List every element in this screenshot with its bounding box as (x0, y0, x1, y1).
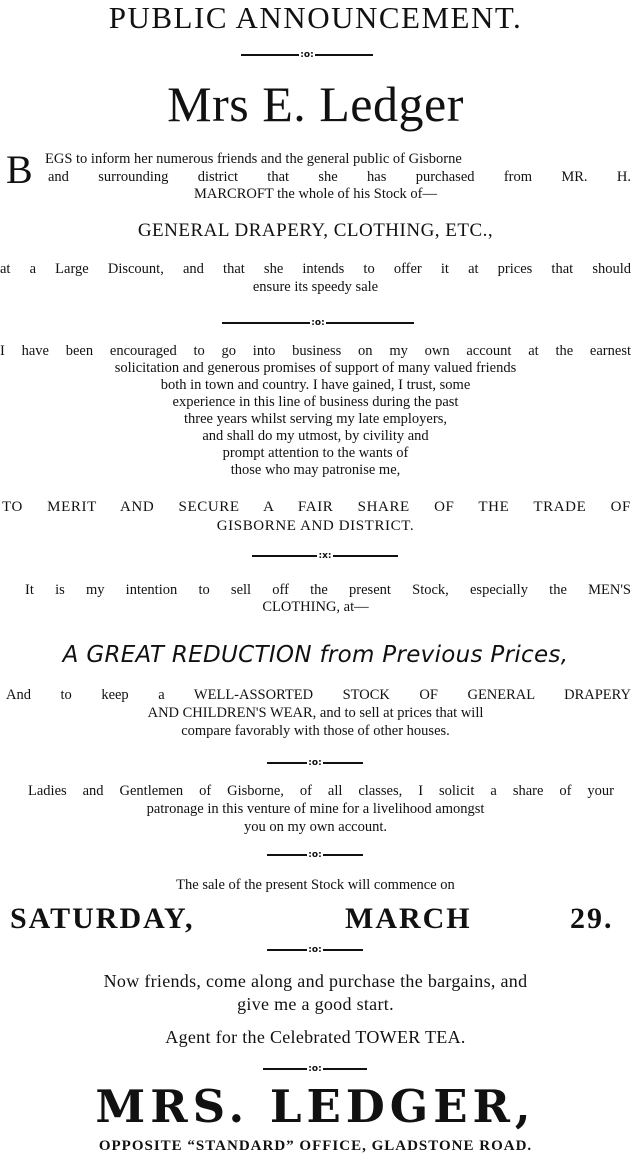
encouraged-line-8: those who may patronise me, (230, 462, 401, 478)
intro-line-1: EGS to inform her numerous friends and the general public of Gisborne (45, 151, 462, 167)
discount-line-2: ensure its speedy sale (252, 279, 379, 295)
sale-date-day: SATURDAY, (10, 902, 195, 935)
divider-rule: :o: (232, 50, 382, 61)
encouraged-line-5: three years whilst serving my late employers, (184, 411, 447, 427)
encouraged-line-2: solicitation and generous promises of support of many valued friends (114, 360, 517, 376)
intro-line-2: and surrounding district that she has purchased from MR. H. (48, 169, 631, 185)
encouraged-line-3: both in town and country. I have gained, I trust, some (160, 377, 471, 393)
sale-date-month: MARCH (345, 902, 472, 935)
tower-tea-agent: Agent for the Celebrated TOWER TEA. (165, 1027, 466, 1047)
divider-rule: :o: (260, 758, 370, 769)
intention-line-1: It is my intention to sell off the present Stock, especially the MEN'S (25, 582, 631, 598)
reduction-headline: A GREAT REDUCTION from Previous Prices, (62, 642, 569, 668)
discount-line-1: at a Large Discount, and that she intends to offer it at prices that should (0, 261, 631, 277)
merit-line-2: GISBORNE AND DISTRICT. (216, 518, 415, 534)
encouraged-line-4: experience in this line of business during the past (172, 394, 459, 410)
shop-address: OPPOSITE “STANDARD” OFFICE, GLADSTONE ROAD. (98, 1138, 533, 1154)
friends-line-1: Now friends, come along and purchase the bargains, and (103, 971, 528, 991)
divider-rule: :o: (218, 318, 418, 329)
announcement-heading: PUBLIC ANNOUNCEMENT. (108, 0, 523, 35)
keep-line-1: And to keep a WELL-ASSORTED STOCK OF GENERAL DRAPERY (6, 687, 631, 703)
keep-line-2: AND CHILDREN'S WEAR, and to sell at prices that will (147, 705, 484, 721)
friends-line-2: give me a good start. (237, 994, 394, 1014)
intro-line-3: MARCROFT the whole of his Stock of— (193, 186, 438, 202)
sale-commence-line: The sale of the present Stock will commence on (176, 877, 455, 893)
intention-line-2: CLOTHING, at— (262, 599, 369, 615)
sale-date-number: 29. (570, 902, 614, 935)
encouraged-line-1: I have been encouraged to go into business on my own account at the earnest (0, 343, 631, 359)
intro-dropcap: B (6, 147, 33, 192)
ladies-line-3: you on my own account. (244, 819, 387, 835)
keep-line-3: compare favorably with those of other houses. (181, 723, 450, 739)
ladies-line-2: patronage in this venture of mine for a livelihood amongst (146, 801, 485, 817)
encouraged-line-6: and shall do my utmost, by civility and (202, 428, 429, 444)
divider-rule: :o: (255, 1064, 375, 1075)
advertiser-name: Mrs E. Ledger (167, 76, 464, 132)
merit-line-1: TO MERIT AND SECURE A FAIR SHARE OF THE TRADE OF (2, 499, 631, 515)
drapery-heading: GENERAL DRAPERY, CLOTHING, ETC., (137, 220, 494, 241)
encouraged-line-7: prompt attention to the wants of (222, 445, 409, 461)
divider-rule: :o: (260, 945, 370, 956)
ladies-line-1: Ladies and Gentlemen of Gisborne, of all classes, I solicit a share of your (28, 783, 614, 799)
signature-name: MRS. LEDGER, (95, 1080, 536, 1133)
divider-rule: :x: (245, 551, 405, 562)
divider-rule: :o: (260, 850, 370, 861)
